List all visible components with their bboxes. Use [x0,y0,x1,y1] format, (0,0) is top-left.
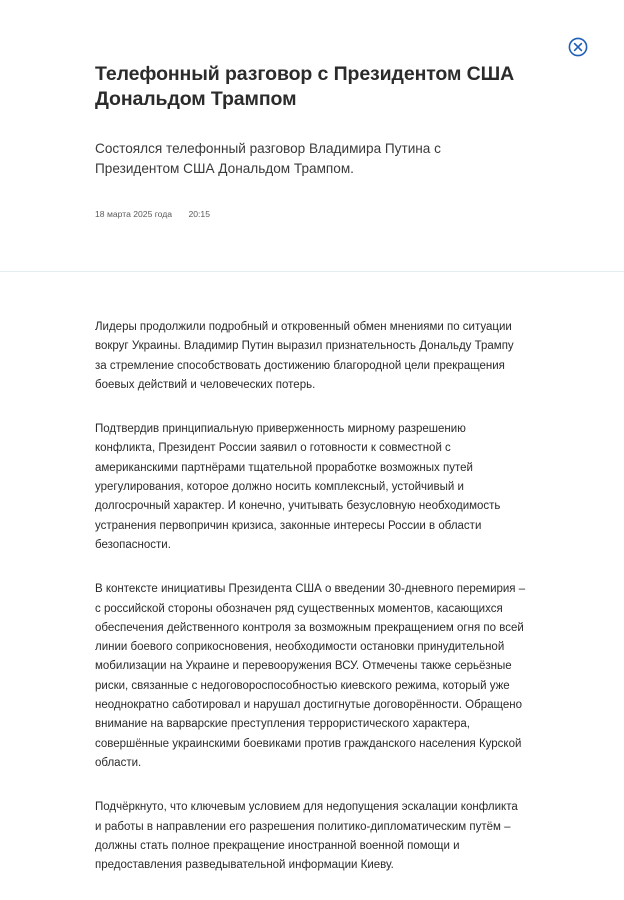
article-title: Телефонный разговор с Президентом США Дональдом Трампом [95,63,515,110]
close-button[interactable] [568,37,588,57]
article-lead: Состоялся телефонный разговор Владимира Путина с Президентом США Дональдом Трампом. [95,141,441,176]
article-header [95,62,535,112]
body-paragraph-2: Подтвердив принципиальную приверженность мирному разрешению конфликта, Президент России заявил о готовности к совместной с американскими партнёрами тщательной проработке возможных путей урегулирования, которое должно носить комплексный, устойчивый и долгосрочный характер. И конечно, учитывать безусловную необходимость устранения первопричин кризиса, законные интересы России в области безопасности. [95,423,501,551]
publish-time: 20:15 [188,209,210,219]
article-body [95,318,527,900]
publish-date: 18 марта 2025 года [95,209,173,219]
body-paragraph-4: Подчёркнуто, что ключевым условием для недопущения эскалации конфликта и работы в направлении его разрешения политико-дипломатическим путём – должны стать полное прекращение иностранной военной помощи и предоставления разведывательной информации Киеву. [95,801,518,872]
body-paragraph-1: Лидеры продолжили подробный и откровенный обмен мнениями по ситуации вокруг Украины. Владимир Путин выразил признательность Дональду Трампу за стремление способствовать достижению благородной цели прекращения боевых действий и человеческих потерь. [95,321,514,391]
body-paragraph-3: В контексте инициативы Президента США о введении 30-дневного перемирия – с российской стороны обозначен ряд существенных моментов, касающихся обеспечения действенного контроля за возможным прекращением огня по всей линии боевого соприкосновения, необходимости остановки принудительной мобилизации на Украине и перевооружения ВСУ. Отмечены также серьёзные риски, связанные с недоговороспособностью киевского режима, который уже неоднократно саботировал и нарушал достигнутые договорённости. Обращено внимание на варварские преступления террористического характера, совершённые украинскими боевиками против гражданского населения Курской области. [95,583,526,769]
close-circle-icon [568,37,588,57]
section-divider [0,271,624,272]
article-meta [95,209,210,219]
